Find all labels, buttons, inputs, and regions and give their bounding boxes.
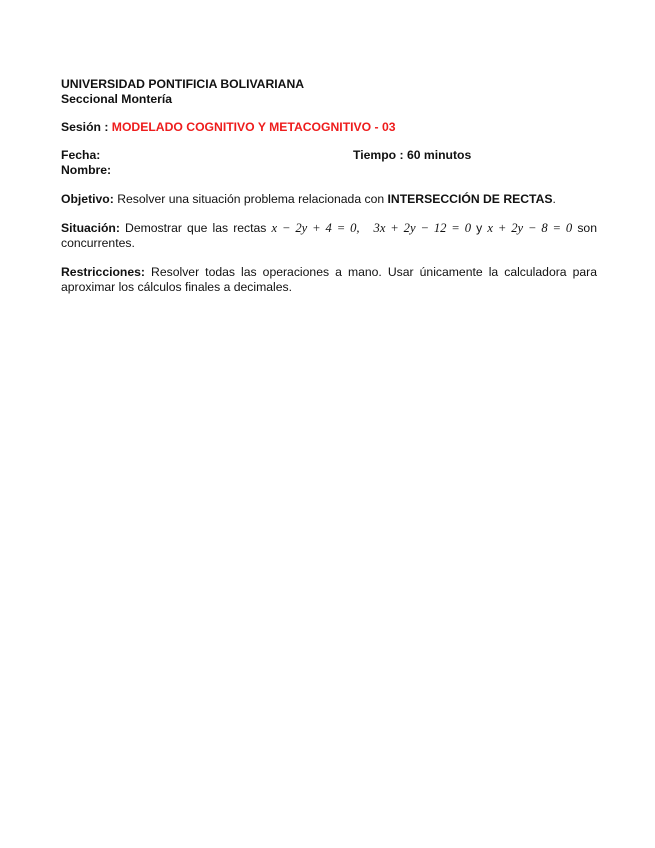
objective-paragraph [61,192,597,207]
university-name: UNIVERSIDAD PONTIFICIA BOLIVARIANA [61,77,305,91]
situation-paragraph [61,221,597,251]
objective-end: . [552,192,556,206]
objective-label: Objetivo: [61,192,114,206]
equation-3: x + 2y − 8 = 0 [487,221,573,235]
session-label: Sesión : [61,120,112,134]
session-line [61,120,597,135]
equation-1: x − 2y + 4 = 0, [271,221,360,235]
name-label: Nombre: [61,163,112,177]
campus-name: Seccional Montería [61,92,173,106]
equation-2: 3x + 2y − 12 = 0 [373,221,471,235]
session-title: MODELADO COGNITIVO Y METACOGNITIVO - 03 [111,120,396,134]
situation-conjunction: y [471,221,488,235]
date-label: Fecha: [61,148,101,162]
objective-text: Resolver una situación problema relacionada con [113,192,388,206]
situation-text: Demostrar que las rectas [119,221,272,235]
restrictions-label: Restricciones: [61,265,145,279]
restrictions-text: Resolver todas las operaciones a mano. Usar únicamente la calculadora para aproximar los cálculos finales a decimales. [61,265,597,294]
objective-emphasis: INTERSECCIÓN DE RECTAS [387,192,553,206]
situation-end: son concurrentes. [61,221,597,250]
restrictions-paragraph [61,265,597,295]
document-page [61,77,597,295]
meta-block [61,148,597,178]
time-label: Tiempo : 60 minutos [353,148,472,162]
situation-label: Situación: [61,221,120,235]
